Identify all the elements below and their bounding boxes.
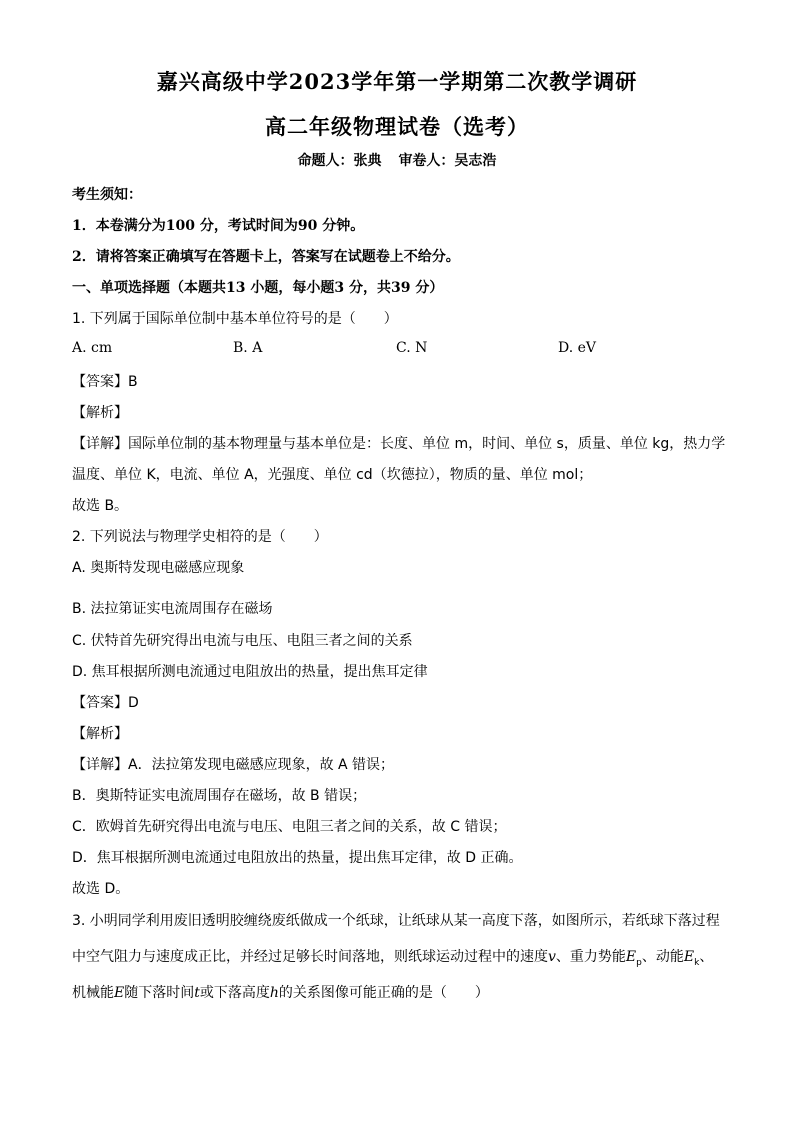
var-ep: E — [625, 949, 637, 965]
q2-analysis: 【解析】 — [72, 726, 128, 742]
author: 命题人：张典 — [297, 153, 382, 169]
var-ek: E — [683, 949, 695, 965]
var-e: E — [114, 985, 125, 1001]
reviewer: 审卷人：吴志浩 — [398, 153, 497, 169]
q1-option-c: C. N — [396, 340, 428, 356]
q2-conclusion: 故选 D。 — [72, 881, 130, 897]
q1-analysis: 【解析】 — [72, 405, 128, 421]
var-h: h — [269, 985, 279, 1001]
authors-line — [0, 150, 794, 170]
q3-text: 或下落高度 — [199, 985, 270, 1001]
q1-conclusion: 故选 B。 — [72, 498, 129, 514]
q3-line-2 — [72, 946, 713, 968]
q2-option-b: B. 法拉第证实电流周围存在磁场 — [72, 601, 273, 617]
notice-item-1: 1．本卷满分为100 分，考试时间为90 分钟。 — [72, 218, 365, 234]
q2-detail-d: D．焦耳根据所测电流通过电阻放出的热量，提出焦耳定律，故 D 正确。 — [72, 850, 523, 866]
q3-text: 、重力势能 — [555, 949, 626, 965]
q3-text: 、 — [699, 949, 714, 965]
exam-subtitle: 高二年级物理试卷（选考） — [265, 114, 529, 139]
q2-answer: 【答案】D — [72, 695, 139, 711]
notice-item-2: 2．请将答案正确填写在答题卡上，答案写在试题卷上不给分。 — [72, 249, 460, 265]
q1-detail-line-1: 【详解】国际单位制的基本物理量与基本单位是：长度、单位 m，时间、单位 s，质量、单位 kg，热力学 — [72, 436, 726, 452]
q3-text: 机械能 — [72, 985, 114, 1001]
var-v: v — [548, 949, 556, 965]
notice-heading: 考生须知： — [72, 187, 142, 203]
var-t: t — [194, 985, 200, 1001]
q2-detail-c: C．欧姆首先研究得出电流与电压、电阻三者之间的关系，故 C 错误； — [72, 819, 507, 835]
q1-answer: 【答案】B — [72, 374, 138, 390]
q2-option-c: C. 伏特首先研究得出电流与电压、电阻三者之间的关系 — [72, 633, 413, 649]
q2-detail-b: B．奥斯特证实电流周围存在磁场，故 B 错误； — [72, 788, 367, 804]
q1-option-b: B. A — [233, 340, 263, 356]
q3-line-1: 3. 小明同学利用废旧透明胶缠绕废纸做成一个纸球，让纸球从某一高度下落，如图所示，若纸球下落过程 — [72, 913, 720, 929]
q1-detail-line-2: 温度、单位 K，电流、单位 A，光强度、单位 cd（坎德拉），物质的量、单位 mol； — [72, 467, 593, 483]
q1-stem: 1. 下列属于国际单位制中基本单位符号的是（ ） — [72, 311, 398, 327]
q2-option-a: A. 奥斯特发现电磁感应现象 — [72, 560, 245, 576]
q3-text: 中空气阻力与速度成正比，并经过足够长时间落地，则纸球运动过程中的速度 — [72, 949, 548, 965]
q2-stem: 2. 下列说法与物理学史相符的是（ ） — [72, 529, 328, 545]
section-heading: 一、单项选择题（本题共13 小题，每小题3 分，共39 分） — [72, 280, 444, 296]
exam-title: 嘉兴高级中学2023学年第一学期第二次教学调研 — [156, 69, 638, 94]
sub-p: p — [636, 957, 642, 968]
q1-option-a: A. cm — [72, 340, 113, 356]
q3-text: 、动能 — [641, 949, 684, 965]
q2-option-d: D. 焦耳根据所测电流通过电阻放出的热量，提出焦耳定律 — [72, 664, 428, 680]
q1-option-d: D. eV — [558, 340, 597, 356]
q3-text: 随下落时间 — [124, 985, 195, 1001]
q3-line-3 — [72, 982, 489, 1002]
q2-detail-a: 【详解】A．法拉第发现电磁感应现象，故 A 错误； — [72, 757, 395, 773]
q3-text: 的关系图像可能正确的是（ ） — [278, 985, 489, 1001]
sub-k: k — [694, 957, 700, 968]
